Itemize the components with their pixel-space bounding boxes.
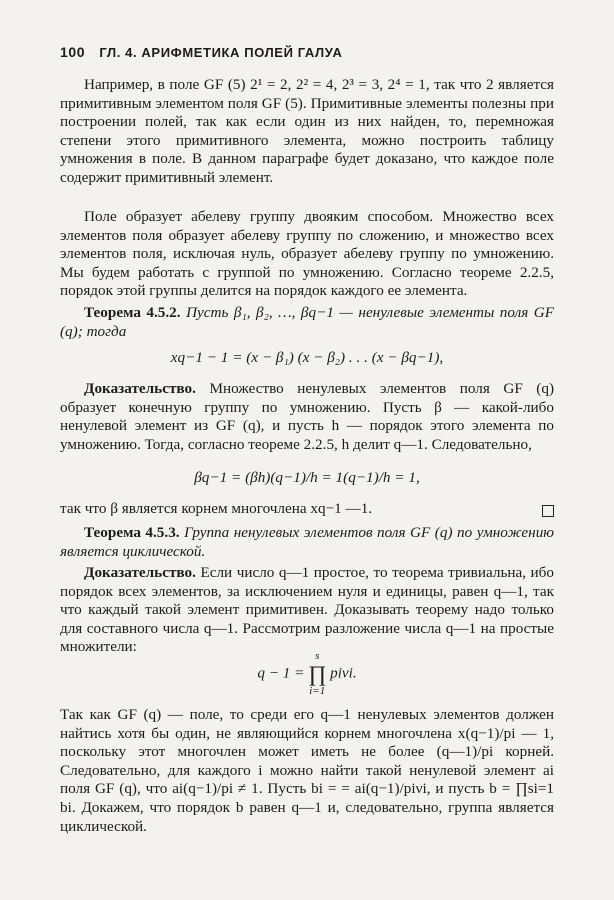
product-operator <box>308 650 326 698</box>
theorem-label: Теорема 4.5.2. <box>84 304 181 321</box>
proof-text: Множество ненулевых элементов поля GF (q) образует конечную группу по умножению. Пусть β — какой-либо ненулевой элемент из GF (q), и пусть h — порядок этого элемента по умножению. Тогда, согласно теореме 2.2.5, h делит q—1. Следовательно, <box>60 380 555 453</box>
proof-formula: βq−1 = (βh)(q−1)/h = 1(q−1)/h = 1, <box>194 469 420 486</box>
factorization-formula <box>60 650 554 698</box>
theorem-label: Теорема 4.5.3. <box>84 524 180 541</box>
product-lower-limit: i=1 <box>309 685 326 697</box>
theorem-statement: Пусть β₁, β₂, …, βq−1 — ненулевые элементы поля GF (q); тогда <box>60 304 555 340</box>
proof-label: Доказательство. <box>84 564 196 581</box>
proof-after-text: так что β является корнем многочлена xq−1 —1. <box>60 500 373 517</box>
theorem-statement: Группа ненулевых элементов поля GF (q) по умножению является циклической. <box>60 524 555 560</box>
chapter-title: ГЛ. 4. АРИФМЕТИКА ПОЛЕЙ ГАЛУА <box>99 45 343 60</box>
proof-text: Если число q—1 простое, то теорема тривиальна, ибо порядок всех элементов, за исключением нуля и единицы, равен q—1, так что каждый такой элемент примитивен. Доказывать теорему надо только для составного числа q—1. Рассмотрим разложение числа q—1 на простые множители: <box>60 564 555 656</box>
qed-box-icon <box>542 505 554 517</box>
page-number: 100 <box>60 44 86 60</box>
running-header <box>60 44 342 60</box>
formula-right: piνi. <box>330 664 357 682</box>
paragraph-abelian-group: Поле образует абелеву группу двояким способом. Множество всех элементов поля образует абелеву группу по сложению, и множество всех элементов поля, исключая нуль, образует абелеву группу по умножению. Мы будем работать с группой по умножению. Согласно теореме 2.2.5, порядок этой группы делится на порядок каждого ее элемента. <box>60 208 554 300</box>
paragraph-primitive-example: Например, в поле GF (5) 2¹ = 2, 2² = 4, 2³ = 3, 2⁴ = 1, так что 2 является примитивным элементом поля GF (5). Примитивные элементы полезны при построении полей, так как если один из них найден, то, перемножая степени этого примитивного элемента, можно построить таблицу умножения в поле. В данном параграфе будет доказано, что каждое поле содержит примитивный элемент. <box>60 76 554 186</box>
theorem-formula: xq−1 − 1 = (x − β₁) (x − β₂) . . . (x − βq−1), <box>170 349 444 366</box>
proof-4-5-3 <box>60 564 554 657</box>
proof-label: Доказательство. <box>84 380 196 397</box>
formula-left: q − 1 = <box>257 664 305 682</box>
proof-conclusion <box>60 500 554 519</box>
theorem-4-5-3 <box>60 524 554 561</box>
theorem-4-5-2 <box>60 304 554 341</box>
product-sign-icon: ∏ <box>308 661 327 686</box>
product-upper-limit: s <box>315 650 320 662</box>
paragraph-cyclic-argument: Так как GF (q) — поле, то среди его q—1 ненулевых элементов должен найтись хотя бы один, не являющийся корнем многочлена x(q−1)/pi — 1, поскольку этот многочлен может иметь не более (q—1)/pi корней. Следовательно, для каждого i можно найти такой ненулевой элемент ai поля GF (q), что ai(q−1)/pi ≠ 1. Пусть bi = = ai(q−1)/piνi, и пусть b = ∏si=1 bi. Докажем, что порядок b равен q—1 и, следовательно, группа является циклической. <box>60 706 554 835</box>
proof-4-5-2 <box>60 380 554 454</box>
